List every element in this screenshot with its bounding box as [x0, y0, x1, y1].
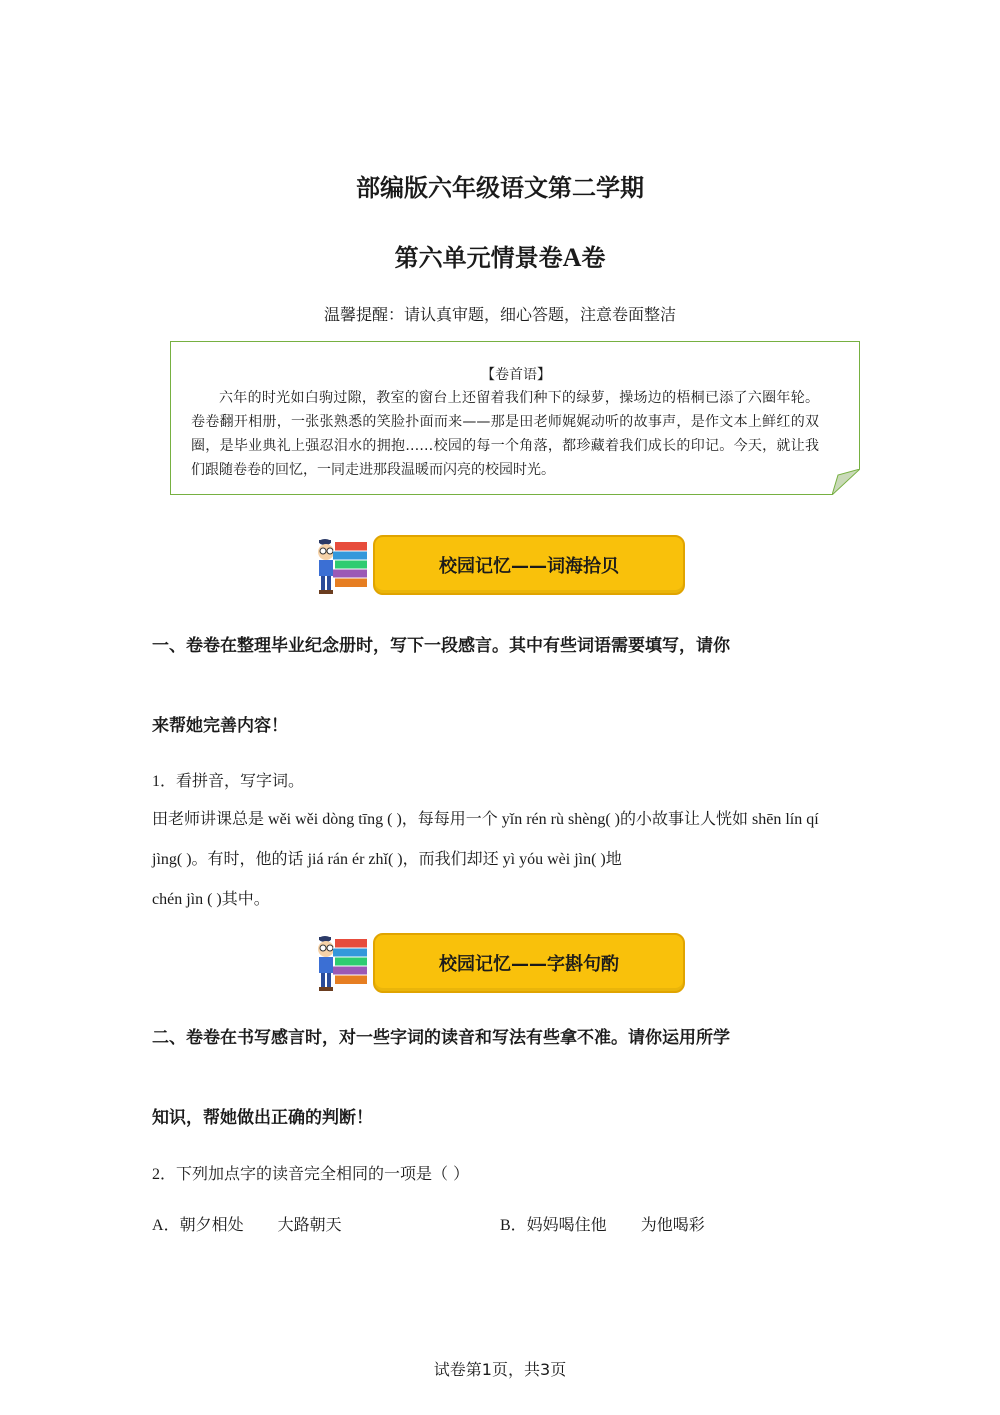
footer-text: 试卷第: [433, 1360, 482, 1379]
question-1-prompt: [152, 768, 842, 791]
text-segment: 。有时，他的话: [191, 849, 304, 868]
doc-title: 部编版六年级语文第二学期: [356, 174, 644, 202]
mascot-books-icon: [313, 929, 371, 997]
subtitle-version: A: [562, 243, 582, 272]
preface-heading: 【卷首语】: [481, 367, 551, 383]
option-letter: B: [500, 1217, 511, 1234]
footer-text: 页: [550, 1360, 567, 1379]
option-word: ．妈妈喝住他: [510, 1215, 607, 1234]
option-word: 为他喝彩: [640, 1215, 705, 1234]
option-a[interactable]: [152, 1212, 342, 1235]
section-banner-vocab: [373, 535, 685, 595]
banner-label: 校园记忆——词海拾贝: [439, 556, 619, 577]
preface-box: [170, 341, 860, 495]
question-number: 1: [152, 773, 160, 790]
page-footer: [0, 1357, 1000, 1380]
pinyin-blank[interactable]: chén jìn ( ): [152, 891, 222, 908]
banner-label: 校园记忆——字斟句酌: [439, 954, 619, 975]
question-2-prompt: [152, 1161, 842, 1184]
reminder-text: 温馨提醒：请认真审题，细心答题，注意卷面整洁: [323, 305, 676, 324]
section-heading-line: 一、卷卷在整理毕业纪念册时，写下一段感言。其中有些词语需要填写，请你: [152, 636, 730, 656]
doc-subtitle: [0, 238, 1000, 273]
text-segment: 地: [605, 849, 622, 868]
subtitle-prefix: 第六单元情景卷: [394, 244, 563, 272]
footer-text: 页，共: [491, 1360, 540, 1379]
preface-text: 六年的时光如白驹过隙，教室的窗台上还留着我们种下的绿萝，操场边的梧桐已添了六圈年轮。卷卷翻开相册，一张张熟悉的笑脸扑面而来——那是田老师娓娓动听的故事声，是作文本上鲜红的双圈，是毕业典礼上强忍泪水的拥抱……校园的每一个角落，都珍藏着我们成长的印记。今天，就让我们跟随卷卷的回忆，一同走进那段温暖而闪亮的校园时光。: [191, 390, 819, 478]
pinyin-blank[interactable]: wěi wěi dòng tīng ( ): [264, 811, 402, 828]
pinyin-blank[interactable]: shēn lín qí jìng( ): [152, 811, 819, 868]
section-heading-line: 二、卷卷在书写感言时，对一些字词的读音和写法有些拿不准。请你运用所学: [152, 1028, 730, 1048]
option-b[interactable]: [500, 1212, 705, 1235]
text-segment: 的小故事让人恍如: [619, 809, 748, 828]
question-1-body: [152, 799, 842, 919]
subtitle-suffix: 卷: [581, 244, 606, 272]
section-heading-line: 来帮她完善内容！: [152, 716, 288, 736]
question-text: ．下列加点字的读音完全相同的一项是（ ）: [160, 1164, 470, 1183]
page-total: 3: [540, 1360, 551, 1379]
option-word: 大路朝天: [277, 1215, 342, 1234]
pinyin-blank[interactable]: yì yóu wèi jìn( ): [498, 851, 606, 868]
text-segment: 田老师讲课总是: [152, 809, 265, 828]
pinyin-blank[interactable]: yǐn rén rù shèng( ): [497, 811, 620, 828]
text-segment: ，每每用一个: [401, 809, 498, 828]
section-banner-words: [373, 933, 685, 993]
page-number: 1: [481, 1360, 492, 1379]
section-heading-1: [152, 606, 852, 766]
text-segment: 其中。: [221, 889, 270, 908]
question-number: 2: [152, 1166, 160, 1183]
page-curl-icon: [832, 469, 860, 495]
text-segment: ，而我们却还: [402, 849, 499, 868]
option-word: ．朝夕相处: [163, 1215, 244, 1234]
section-heading-line: 知识，帮她做出正确的判断！: [152, 1108, 373, 1128]
option-letter: A: [152, 1217, 164, 1234]
mascot-books-icon: [313, 532, 371, 600]
pinyin-blank[interactable]: jiá rán ér zhǐ( ): [303, 851, 403, 868]
question-text: ．看拼音，写字词。: [160, 771, 305, 790]
section-heading-2: [152, 998, 852, 1158]
